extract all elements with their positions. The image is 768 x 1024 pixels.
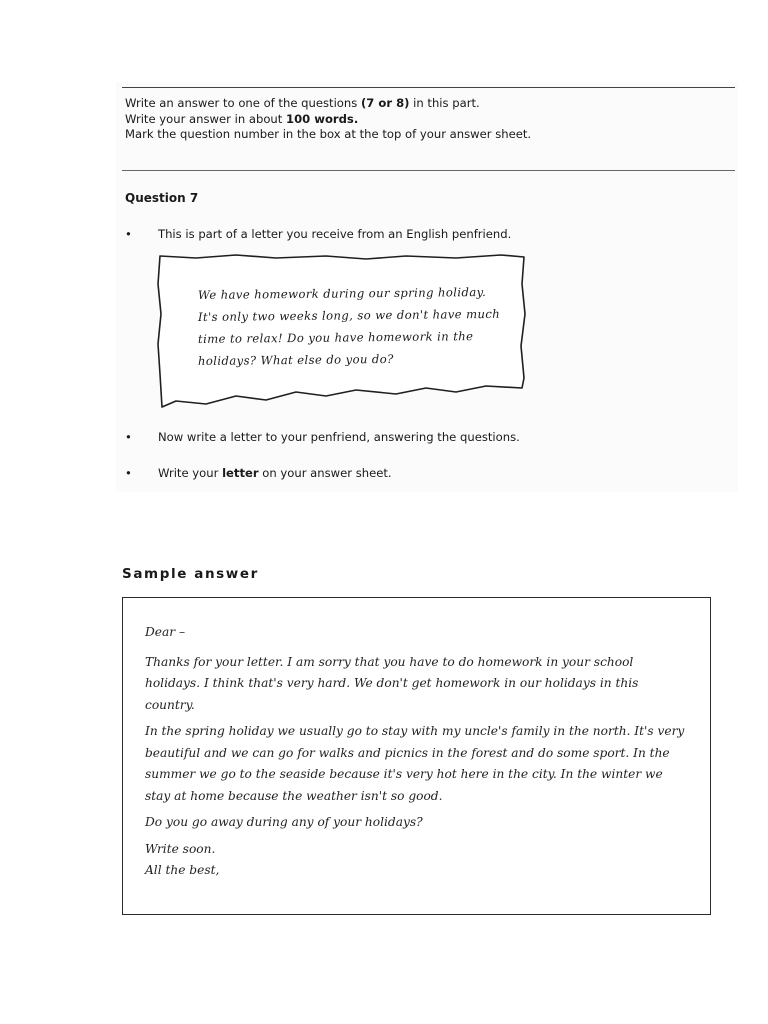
answer-line: holidays. I think that's very hard. We don't get homework in our holidays in this [145,676,639,690]
question-line: Do you go away during any of your holidays? [145,815,423,829]
answer-line: stay at home because the weather isn't so good. [145,788,443,803]
letter-line: We have homework during our spring holiday. [197,284,487,302]
closing-line: Write soon. [145,841,216,856]
sample-answer-heading: Sample answer [122,566,259,582]
sample-answer-text [145,622,684,882]
answer-line: country. [145,697,195,712]
bullet-icon: • [125,466,132,480]
top-divider [122,87,735,88]
instruction-line-2: Write your answer in about 100 words. [125,111,359,126]
section-divider [122,170,735,171]
closing-line: All the best, [145,863,220,877]
penfriend-letter [156,254,528,410]
letter-line: It's only two weeks long, so we don't have much [197,306,501,324]
greeting: Dear – [145,625,186,639]
prompt-bullet [125,227,511,241]
instruction-line-3: Mark the question number in the box at the top of your answer sheet. [125,127,532,141]
task-text-1: Now write a letter to your penfriend, answering the questions. [158,430,520,444]
instruction-line-1: Write an answer to one of the questions (7 or 8) in this part. [125,96,480,110]
instructions [125,96,531,143]
prompt-text: This is part of a letter you receive from an English penfriend. [158,227,512,241]
task-text-2: Write your letter on your answer sheet. [158,466,392,480]
letter-line: holidays? What else do you do? [197,351,394,368]
answer-line: summer we go to the seaside because it's very hot here in the city. In the winter we [145,767,663,781]
letter-handwriting [198,284,500,372]
bullet-icon: • [125,227,132,241]
sample-answer-box [122,597,711,915]
answer-line: beautiful and we can go for walks and picnics in the forest and do some sport. In the [145,745,670,760]
letter-line: time to relax! Do you have homework in the [197,329,474,346]
task-bullet-2 [125,466,392,480]
answer-line: In the spring holiday we usually go to stay with my uncle's family in the north. It's very [145,724,685,738]
task-bullet-1 [125,430,520,444]
question-title: Question 7 [125,191,199,205]
bullet-icon: • [125,430,132,444]
answer-line: Thanks for your letter. I am sorry that you have to do homework in your school [145,654,634,669]
